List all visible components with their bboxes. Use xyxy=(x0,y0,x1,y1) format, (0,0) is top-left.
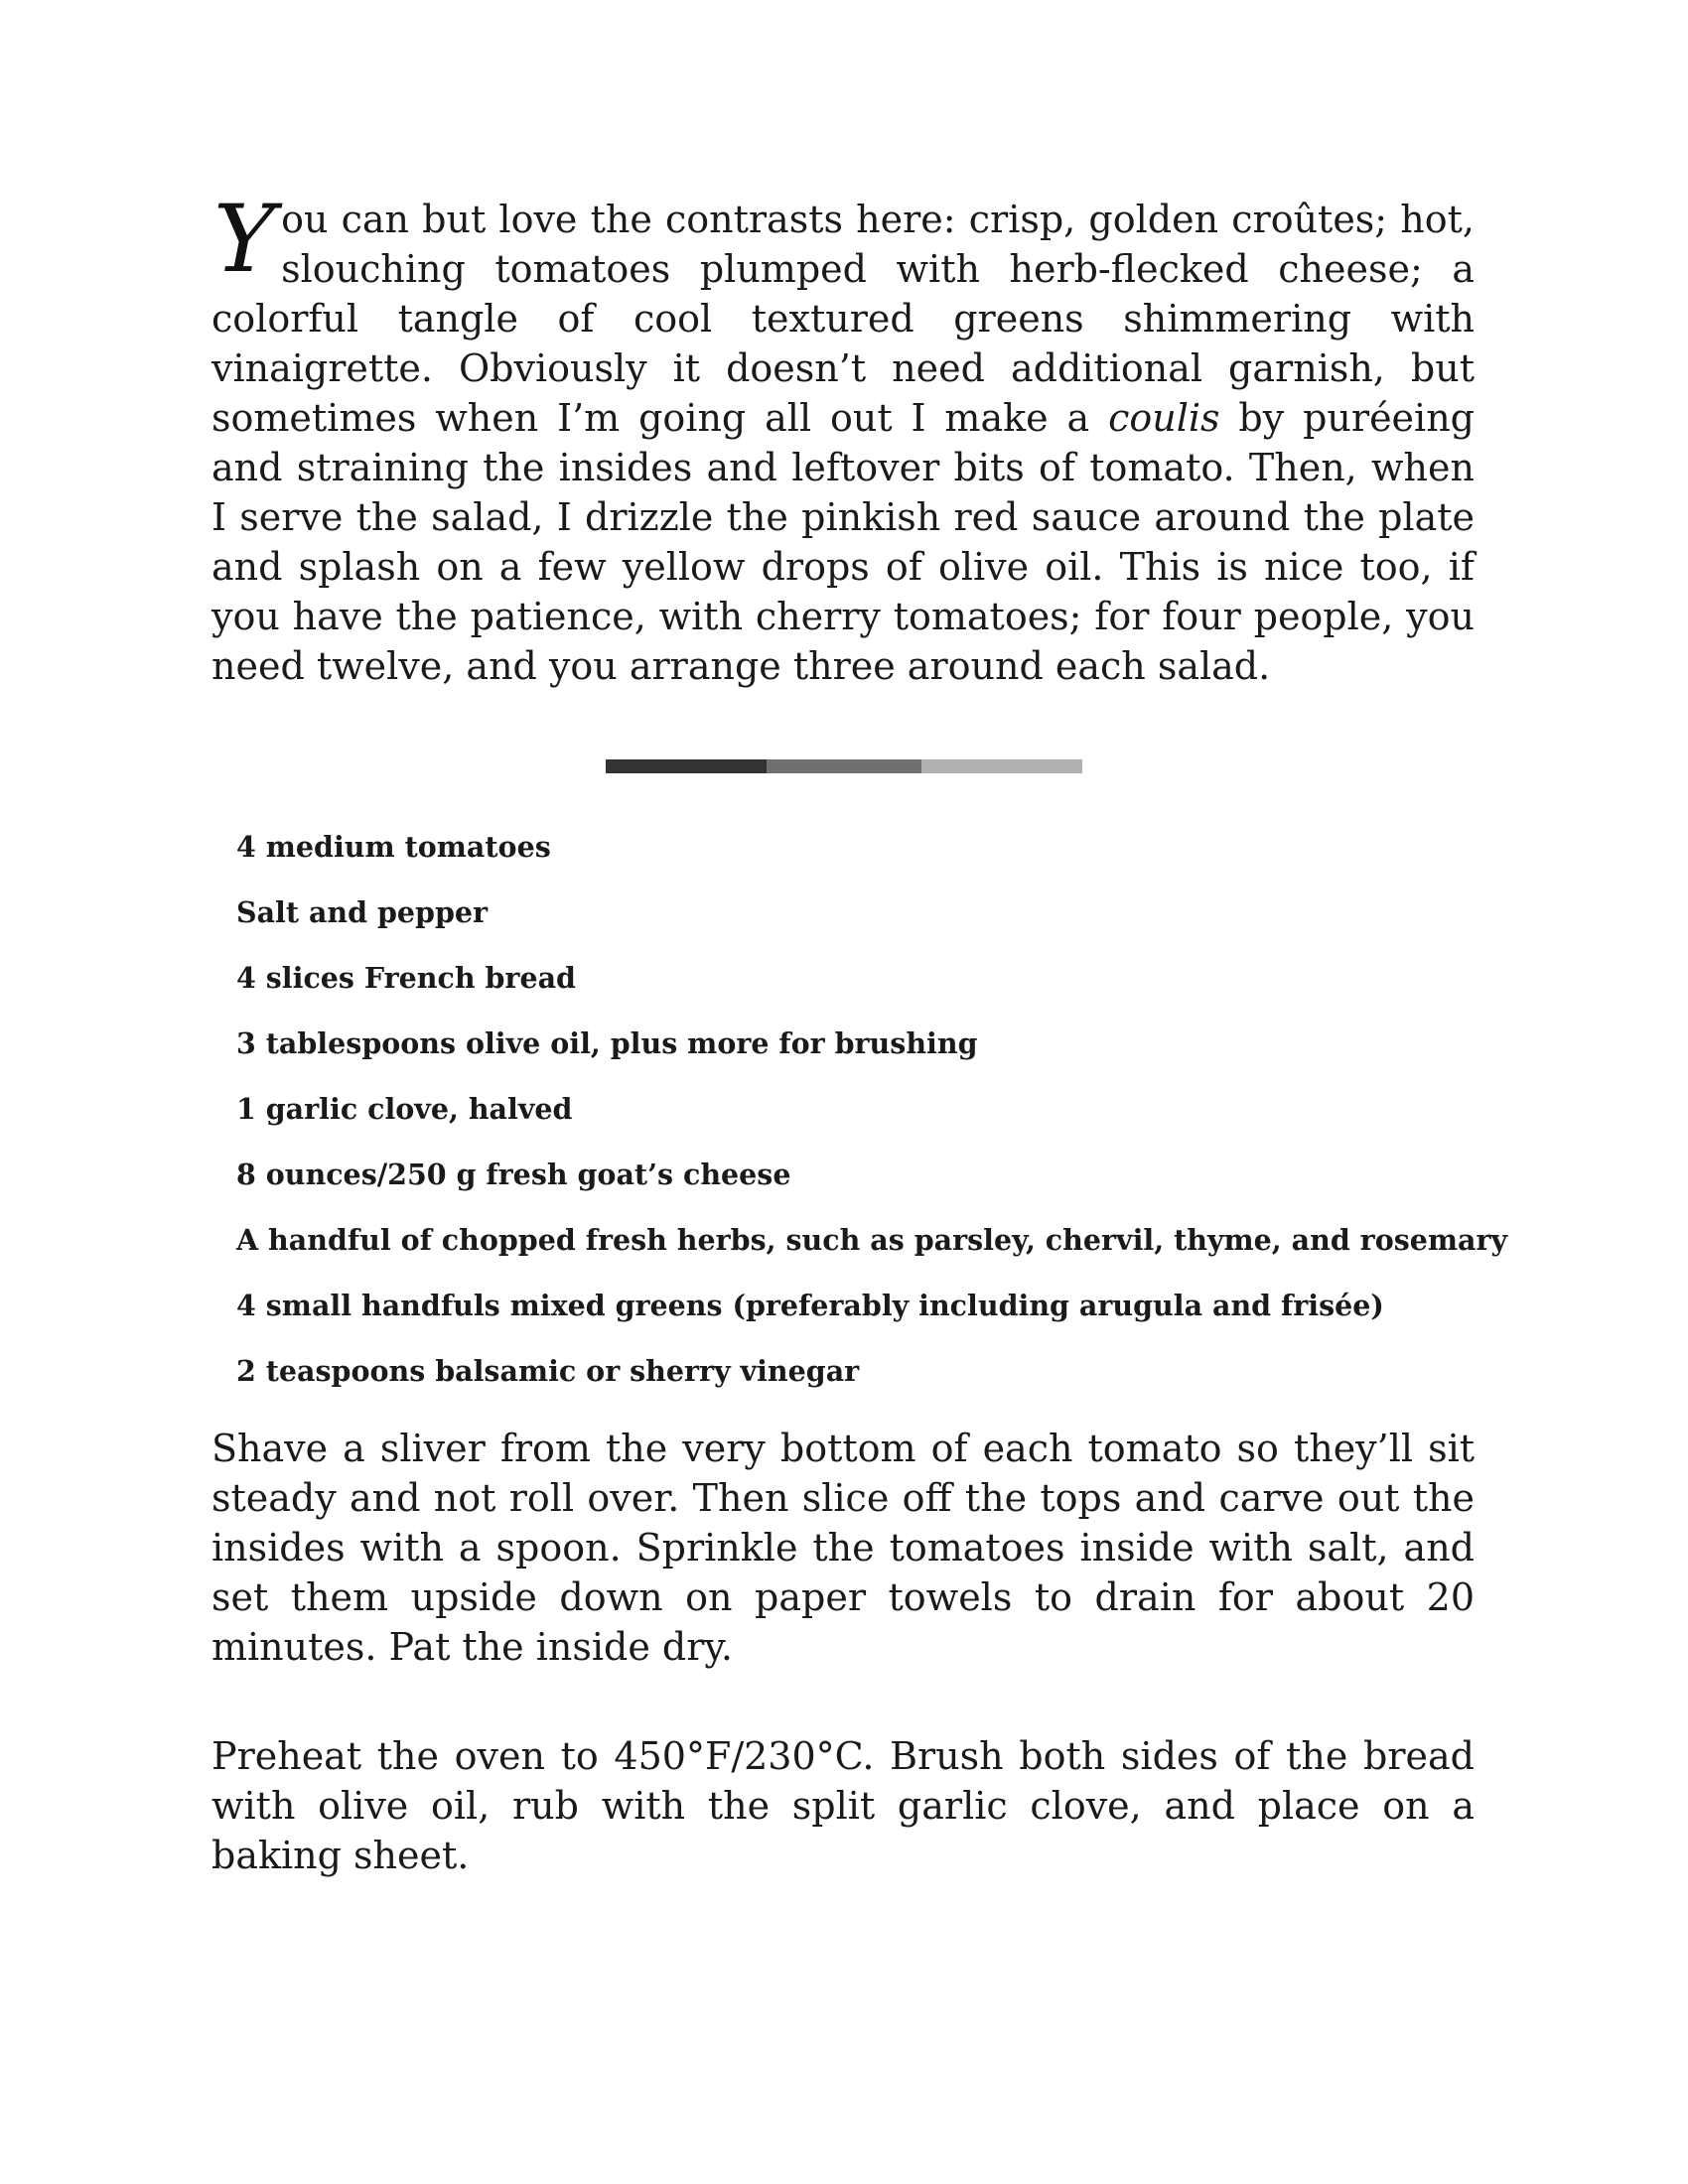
ingredient-item: Salt and pepper xyxy=(236,895,489,929)
ingredient-item: 1 garlic clove, halved xyxy=(236,1092,573,1126)
recipe-page xyxy=(211,186,1508,1877)
ingredient-item: 2 teaspoons balsamic or sherry vinegar xyxy=(236,1354,860,1388)
intro-text-start: ou can but love the contrasts here: crisp, golden croûtes; hot, slouching tomatoes plumped with herb-flecked cheese; a colorful tangle of cool textured greens shimmering with vinaigrette. Obviously it doesn’t need additional garnish, but sometimes when I’m going all out I make a xyxy=(211,198,1475,440)
intro-text-end: by puréeing and straining the insides and leftover bits of tomato. Then, when I serve the salad, I drizzle the pinkish red sauce around the plate and splash on a few yellow drops of olive oil. This is nice too, if you have the patience, with cherry tomatoes; for four people, you need twelve, and you arrange three around each salad. xyxy=(211,396,1475,688)
ingredient-item: 4 small handfuls mixed greens (preferably including arugula and frisée) xyxy=(236,1289,1384,1322)
ingredient-item: 8 ounces/250 g fresh goat’s cheese xyxy=(236,1158,791,1191)
divider-segment-dark xyxy=(606,759,767,773)
ingredient-item: 4 slices French bread xyxy=(236,961,576,995)
drop-cap: Y xyxy=(213,186,276,294)
divider-segment-light xyxy=(921,759,1082,773)
section-divider xyxy=(606,759,1082,773)
ingredient-item: 4 medium tomatoes xyxy=(236,830,551,864)
intro-paragraph xyxy=(211,186,1475,691)
ingredients-list xyxy=(236,830,1507,1420)
divider-segment-mid xyxy=(767,759,921,773)
ingredient-item: A handful of chopped fresh herbs, such as parsley, chervil, thyme, and rosemary xyxy=(236,1223,1508,1257)
intro-italic-term: coulis xyxy=(1108,396,1220,440)
method-steps xyxy=(211,1424,1475,1940)
method-step: Shave a sliver from the very bottom of each tomato so they’ll sit steady and not roll over. Then slice off the tops and carve out the insides with a spoon. Sprinkle the tomatoes inside with salt, and set them upside down on paper towels to drain for about 20 minutes. Pat the inside dry. xyxy=(211,1427,1475,1669)
method-step: Preheat the oven to 450°F/230°C. Brush both sides of the bread with olive oil, rub with the split garlic clove, and place on a baking sheet. xyxy=(211,1734,1475,1877)
ingredient-item: 3 tablespoons olive oil, plus more for brushing xyxy=(236,1026,978,1060)
